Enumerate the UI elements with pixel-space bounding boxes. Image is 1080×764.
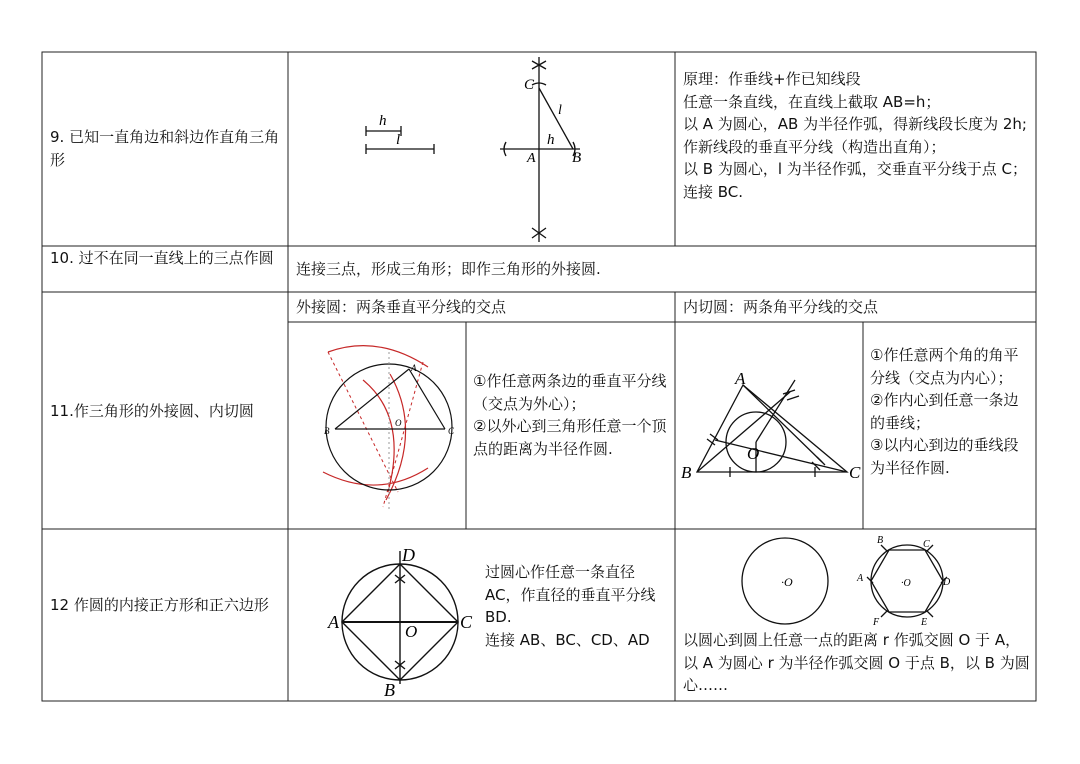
label-O2: ·O — [901, 578, 911, 589]
inscribed-figure — [675, 322, 863, 529]
step-line: ②作内心到任意一条边的垂线； — [870, 391, 1019, 432]
label-C: C — [524, 77, 535, 93]
label-A: A — [328, 612, 339, 632]
label-h: h — [379, 113, 387, 129]
label-B: B — [877, 535, 884, 546]
label-B: B — [572, 150, 582, 166]
row10-text: 连接三点，形成三角形；即作三角形的外接圆. — [296, 260, 601, 278]
label-D: D — [943, 577, 951, 588]
row12-title: 12 作圆的内接正方形和正六边形 — [50, 596, 269, 614]
row11-title: 11.作三角形的外接圆、内切圆 — [50, 402, 254, 420]
step-line: 连接 AB、BC、CD、AD — [485, 630, 650, 649]
step-line: 原理：作垂线+作已知线段 — [683, 70, 861, 88]
label-O1: ·O — [781, 575, 793, 589]
step-line: 以 B 为圆心，l 为半径作弧，交垂直平分线于点 C；连接 BC. — [683, 160, 1028, 201]
circumscribed-header: 外接圆：两条垂直平分线的交点 — [296, 298, 507, 316]
square-figure — [288, 529, 478, 701]
row10-title: 10. 过不在同一直线上的三点作圆 — [50, 249, 274, 267]
step-line: 作新线段的垂直平分线（构造出直角）； — [683, 137, 946, 156]
label-h2: h — [547, 132, 555, 148]
inscribed-header: 内切圆：两条角平分线的交点 — [683, 298, 879, 316]
label-C: C — [923, 539, 930, 550]
step-line: 任意一条直线，在直线上截取 AB=h； — [683, 92, 941, 111]
figure9-labels — [379, 77, 581, 166]
square-steps — [485, 561, 671, 651]
label-C: C — [460, 612, 473, 632]
right-triangle-figure — [288, 52, 675, 246]
circumscribed-steps — [473, 370, 667, 460]
step-line: ①作任意两条边的垂直平分线（交点为外心）； — [473, 372, 667, 413]
label-D: D — [402, 545, 415, 565]
step-line: ③以内心到边的垂线段为半径作圆. — [870, 436, 1019, 477]
label-A: A — [411, 363, 417, 373]
row9-steps — [683, 68, 1031, 203]
row9-title: 9. 已知一直角边和斜边作直角三角形 — [50, 128, 280, 169]
label-l: l — [396, 132, 401, 148]
label-A: A — [735, 369, 746, 388]
label-O: O — [405, 622, 418, 641]
step-line: ①作任意两个角的角平分线（交点为内心）； — [870, 346, 1019, 387]
label-O: O — [395, 418, 402, 428]
label-l2: l — [558, 103, 562, 118]
label-O: O — [747, 444, 760, 463]
hexagon-figure — [675, 529, 1036, 629]
label-C: C — [448, 426, 455, 436]
label-A: A — [527, 151, 536, 166]
label-C: C — [849, 463, 861, 482]
inscribed-steps — [870, 344, 1030, 479]
label-B: B — [384, 680, 395, 700]
hexagon-text: 以圆心到圆上任意一点的距离 r 作弧交圆 O 于 A，以 A 为圆心 r 为半径作弧交圆 O 于点 B，以 B 为圆心…… — [683, 631, 1030, 694]
label-B: B — [324, 426, 330, 436]
label-F: F — [873, 617, 880, 628]
step-line: 过圆心作任意一条直径 AC，作直径的垂直平分线 BD. — [485, 563, 656, 626]
step-line: 以 A 为圆心，AB 为半径作弧，得新线段长度为 2h; — [683, 115, 1027, 133]
label-A: A — [857, 573, 864, 584]
step-line: ②以外心到三角形任意一个顶点的距离为半径作圆. — [473, 417, 667, 458]
circumscribed-figure — [288, 322, 466, 529]
label-B: B — [681, 463, 692, 482]
label-E: E — [921, 617, 928, 628]
